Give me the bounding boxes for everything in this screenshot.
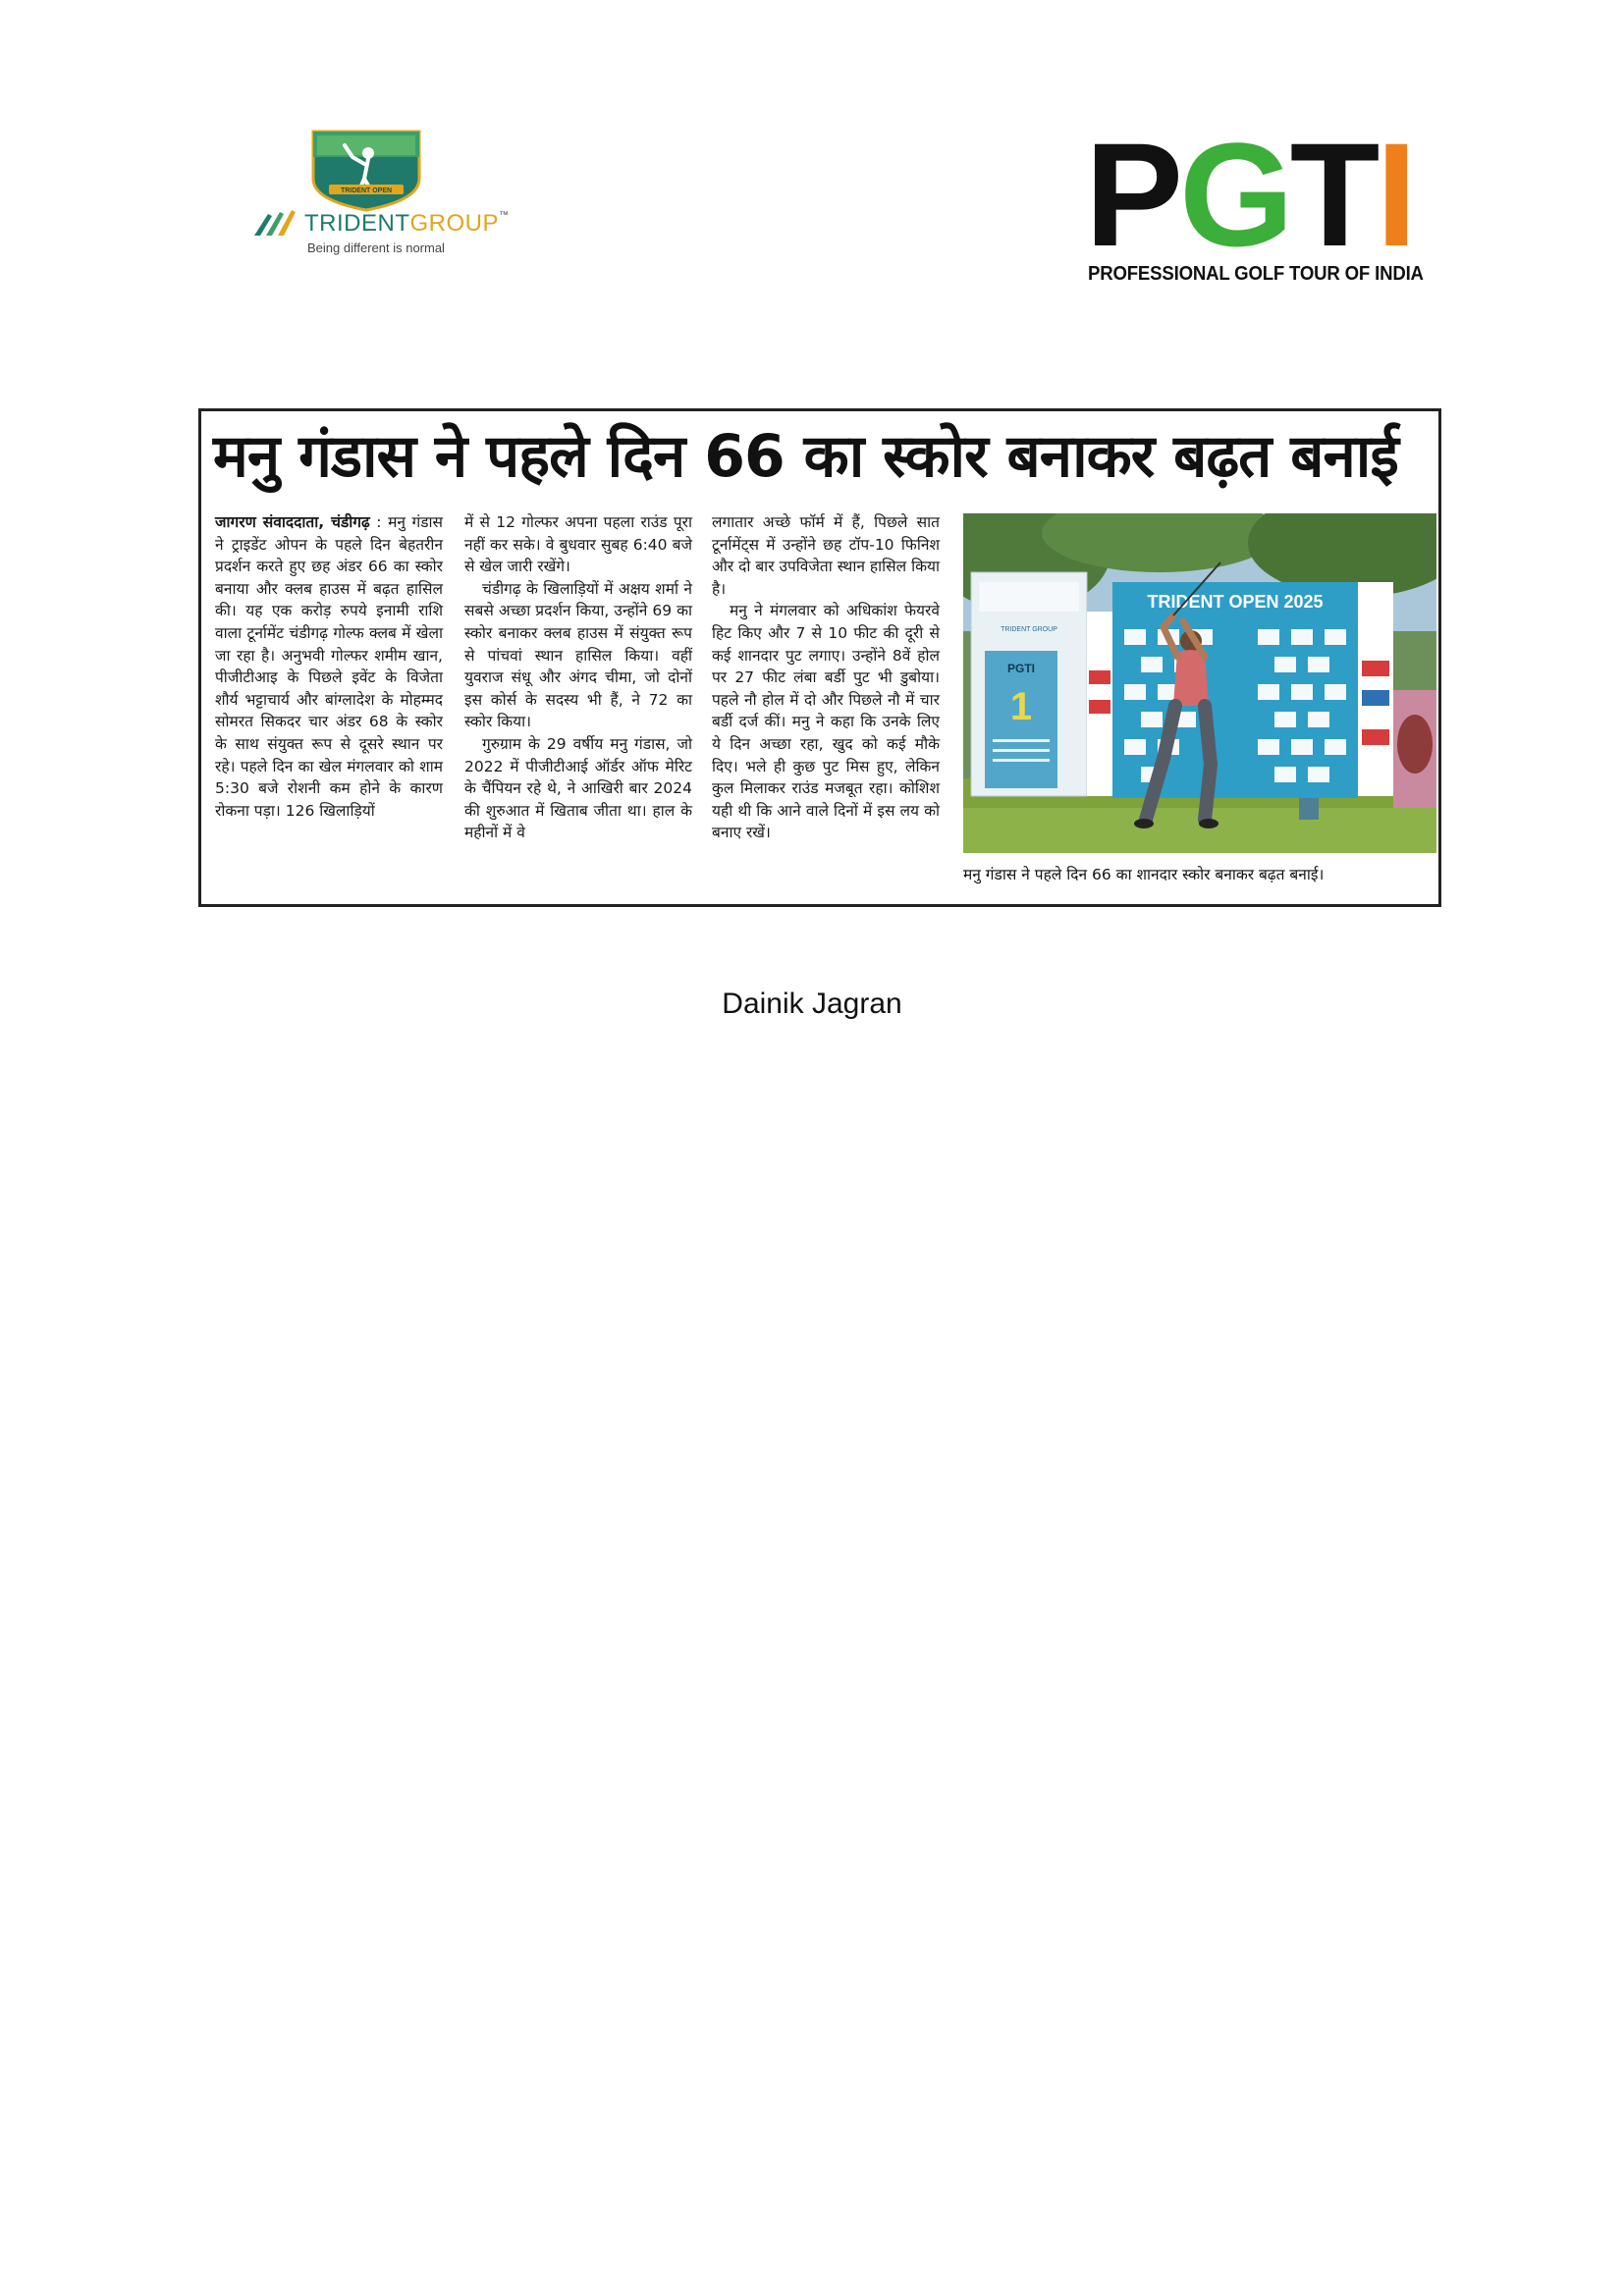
trident-wordmark: TRIDENTGROUP™ xyxy=(304,210,510,237)
article-headline: मनु गंडास ने पहले दिन 66 का स्कोर बनाकर बढ़त बनाई xyxy=(213,422,1398,491)
svg-text:TRIDENT OPEN 2025: TRIDENT OPEN 2025 xyxy=(1147,592,1324,612)
svg-text:1: 1 xyxy=(1009,685,1033,728)
article-paragraph: मनु ने मंगलवार को अधिकांश फेयरवे हिट किए और 7 से 10 फीट की दूरी से कई शानदार पुट लगाए। उन्होंने 8वें होल पर 27 फीट लंबा बर्डी पुट भी डुबोया। पहले नौ होल में दो और पिछले नौ में चार बर्डी दर्ज कीं। मनु ने कहा कि उनके लिए ये दिन अच्छा रहा, खुद को कई मौके दिए। भले ही कुछ पुट मिस हुए, लेकिन कुल मिलाकर राउंड मजबूत रहा। कोशिश यही थी कि आने वाले दिनों में इस लय को बनाए रखें। xyxy=(712,602,940,842)
source-label: Dainik Jagran xyxy=(722,988,902,1020)
newspaper-clipping xyxy=(198,408,1441,907)
pgti-subtitle: PROFESSIONAL GOLF TOUR OF INDIA xyxy=(1088,263,1424,285)
article-paragraph: में से 12 गोल्फर अपना पहला राउंड पूरा नहीं कर सके। वे बुधवार सुबह 6:40 बजे से खेल जारी रखेंगे। xyxy=(464,513,692,576)
article-column-1 xyxy=(215,511,443,822)
pgti-logo xyxy=(1085,112,1438,290)
article-paragraph: लगातार अच्छे फॉर्म में हैं, पिछले सात टूर्नामेंट्स में उन्होंने छह टॉप-10 फिनिश और दो बार उपविजेता स्थान हासिल किया है। xyxy=(712,513,940,598)
svg-text:TRIDENT GROUP: TRIDENT GROUP xyxy=(1001,626,1057,633)
trident-group-logo xyxy=(250,126,510,258)
article-photo xyxy=(963,513,1436,853)
photo-caption: मनु गंडास ने पहले दिन 66 का शानदार स्कोर बनाकर बढ़त बनाई। xyxy=(963,866,1325,883)
pgti-wordmark: PGTI xyxy=(1085,112,1414,277)
golfer-crest-icon xyxy=(309,128,423,212)
svg-text:TRIDENT OPEN: TRIDENT OPEN xyxy=(340,187,393,194)
article-paragraph: गुरुग्राम के 29 वर्षीय मनु गंडास, जो 2022 में पीजीटीआई ऑर्डर ऑफ मेरिट के चैंपियन रहे थे, ने आखिरी बार 2024 की शुरुआत में खिताब जीता था। हाल के महीनों में वे xyxy=(464,734,692,842)
trident-tagline: Being different is normal xyxy=(307,240,445,255)
article-column-3 xyxy=(712,511,940,844)
trident-swoosh-icon xyxy=(252,204,305,238)
article-col1-text: : मनु गंडास ने ट्राइडेंट ओपन के पहले दिन बेहतरीन प्रदर्शन करते हुए छह अंडर 66 का स्कोर बनाया और क्लब हाउस में बढ़त हासिल की। यह एक करोड़ रुपये इनामी राशि वाला टूर्नामेंट चंडीगढ़ गोल्फ क्लब में खेला जा रहा है। अनुभवी गोल्फर शमीम खान, पीजीटीआइ के पिछले इवेंट के विजेता शौर्य भट्टाचार्य और बांग्लादेश के मोहम्मद सोमरत सिकदर चार अंडर 68 के स्कोर के साथ संयुक्त रूप से दूसरे स्थान पर रहे। पहले दिन का खेल मंगलवार को शाम 5:30 बजे रोशनी कम होने के कारण रोकना पड़ा। 126 खिलाड़ियों xyxy=(215,513,443,820)
svg-text:PGTI: PGTI xyxy=(1006,662,1036,675)
article-paragraph: चंडीगढ़ के खिलाड़ियों में अक्षय शर्मा ने सबसे अच्छा प्रदर्शन किया, उन्होंने 69 का स्कोर बनाकर क्लब हाउस में संयुक्त रूप से पांचवां स्थान हासिल किया। वहीं युवराज संधू और अंगद चीमा, जो दोनों इस कोर्स के सदस्य भी हैं, ने 72 का स्कोर किया। xyxy=(464,579,692,731)
article-column-2 xyxy=(464,511,692,844)
golfer-photo xyxy=(963,513,1436,853)
article-byline: जागरण संवाददाता, चंडीगढ़ xyxy=(215,513,370,531)
